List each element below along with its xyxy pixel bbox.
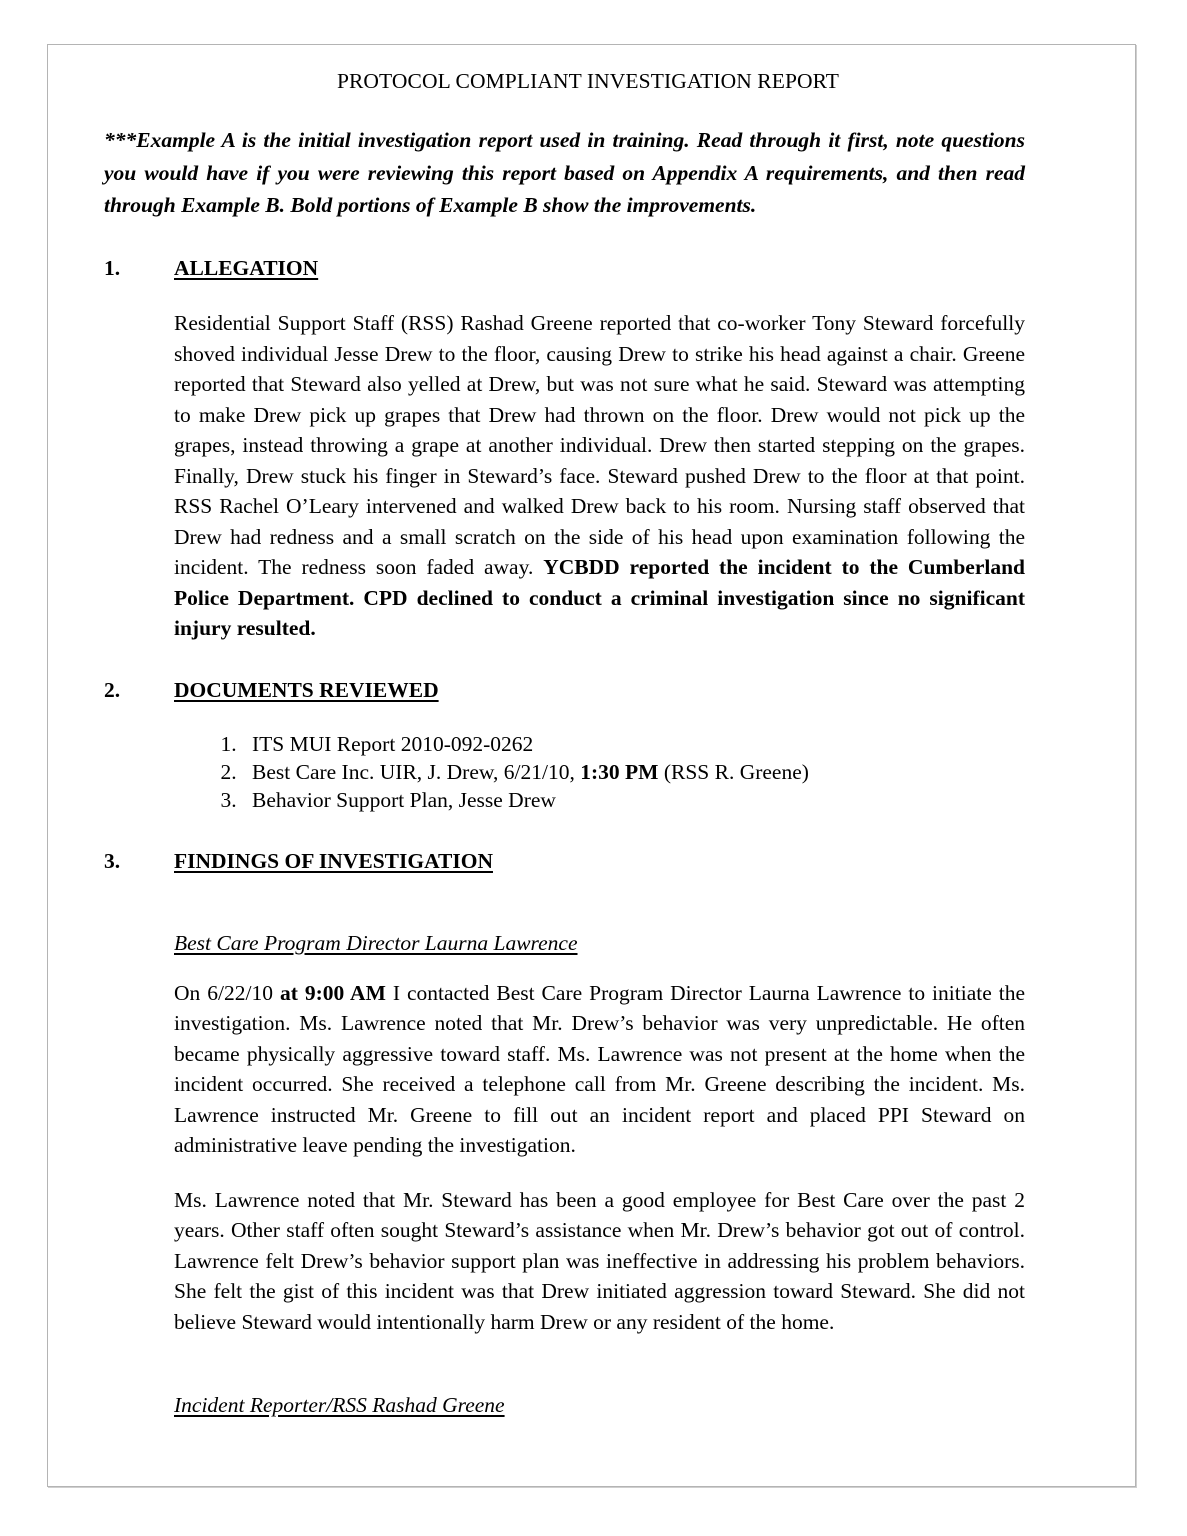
section-documents-reviewed [104, 678, 1072, 815]
findings-subheading-program-director: Best Care Program Director Laurna Lawrence [174, 930, 578, 955]
list-item-text-after: (RSS R. Greene) [658, 760, 809, 785]
section-allegation-number: 1. [104, 256, 121, 281]
section-documents-reviewed-header [104, 678, 1072, 708]
findings-subheading-incident-reporter: Incident Reporter/RSS Rashad Greene [174, 1393, 505, 1418]
section-allegation [104, 256, 1072, 644]
section-documents-reviewed-title: DOCUMENTS REVIEWED [174, 677, 439, 702]
section-findings [104, 849, 1072, 1419]
list-item-text-before: Behavior Support Plan, Jesse Drew [252, 788, 556, 813]
page-content-area [104, 45, 1072, 1486]
findings-p1-plain-before: On 6/22/10 [174, 980, 280, 1005]
section-allegation-body [174, 308, 1025, 644]
allegation-paragraph [174, 308, 1025, 644]
findings-p1-plain-after: I contacted Best Care Program Director Laurna Lawrence to initiate the investigation. Ms. Lawrence noted that Mr. Drew’s behavior was very unpredictable. He often became physically aggressive toward staff. Ms. Lawrence was not present at the home when the incident occurred. She received a telephone call from Mr. Greene describing the incident. Ms. Lawrence instructed Mr. Greene to fill out an incident report and placed PPI Steward on administrative leave pending the investigation. [174, 980, 1025, 1158]
intro-note: ***Example A is the initial investigation report used in training. Read through it first, note questions you would have if you were reviewing this report based on Appendix A requirements, and then read through Example B. Bold portions of Example B show the improvements. [104, 128, 1025, 218]
list-item [242, 730, 1025, 758]
list-item [242, 786, 1025, 814]
document-page [47, 44, 1136, 1487]
section-findings-title: FINDINGS OF INVESTIGATION [174, 848, 493, 873]
allegation-text-bold: YCBDD reported the incident to the Cumberland Police Department. CPD declined to conduct a criminal investigation since no significant injury resulted. [174, 555, 1025, 641]
findings-paragraph-1 [174, 978, 1025, 1161]
list-item-text-before: Best Care Inc. UIR, J. Drew, 6/21/10, [252, 760, 581, 785]
section-documents-reviewed-body [174, 730, 1025, 815]
list-item-text-bold: 1:30 PM [580, 760, 659, 785]
section-findings-number: 3. [104, 848, 121, 873]
section-allegation-title: ALLEGATION [174, 256, 319, 281]
findings-subheading-2-wrap [174, 1367, 1025, 1418]
documents-reviewed-list [174, 730, 1025, 815]
section-documents-reviewed-number: 2. [104, 677, 121, 702]
list-item [242, 758, 1025, 786]
section-findings-body [174, 905, 1025, 1419]
findings-p1-bold: at 9:00 AM [279, 980, 386, 1005]
allegation-text-plain: Residential Support Staff (RSS) Rashad Greene reported that co-worker Tony Steward forcefully shoved individual Jesse Drew to the floor, causing Drew to strike his head against a chair. Greene reported that Steward also yelled at Drew, but was not sure what he said. Steward was attempting to make Drew pick up grapes that Drew had thrown on the floor. Drew would not pick up the grapes, instead throwing a grape at another individual. Drew then started stepping on the grapes. Finally, Drew stuck his finger in Steward’s face. Steward pushed Drew to the floor at that point. RSS Rachel O’Leary intervened and walked Drew back to his room. Nursing staff observed that Drew had redness and a small scratch on the side of his head upon examination following the incident. The redness soon faded away. [174, 311, 1025, 580]
findings-subheading-1-wrap [174, 905, 1025, 956]
page-title: PROTOCOL COMPLIANT INVESTIGATION REPORT [336, 69, 840, 93]
section-allegation-header [104, 256, 1072, 286]
section-findings-header [104, 849, 1072, 879]
findings-paragraph-2: Ms. Lawrence noted that Mr. Steward has been a good employee for Best Care over the past 2 years. Other staff often sought Steward’s assistance when Mr. Drew’s behavior got out of control. Lawrence felt Drew’s behavior support plan was ineffective in addressing his problem behaviors. She felt the gist of this incident was that Drew initiated aggression toward Steward. She did not believe Steward would intentionally harm Drew or any resident of the home. [174, 1187, 1025, 1334]
list-item-text-before: ITS MUI Report 2010-092-0262 [252, 731, 534, 756]
